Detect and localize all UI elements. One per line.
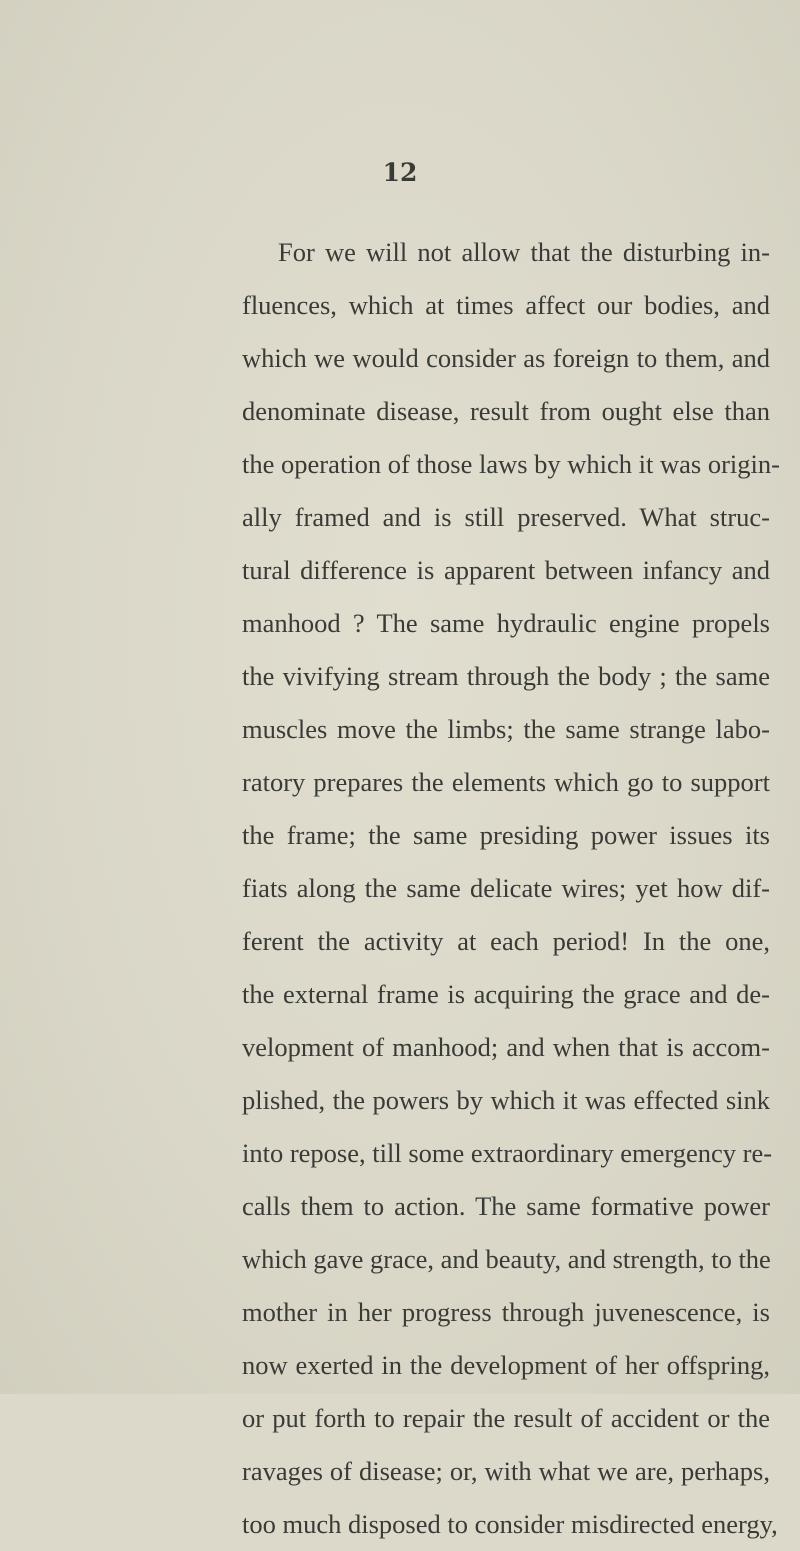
- text-line: manhood ? The same hydraulic engine propels: [242, 608, 770, 638]
- text-line: calls them to action. The same formative power: [242, 1191, 770, 1221]
- text-line: or put forth to repair the result of accident or the: [242, 1403, 770, 1433]
- page-number: 12: [382, 158, 418, 187]
- text-line: ally framed and is still preserved. What struc-: [242, 502, 770, 532]
- text-line: mother in her progress through juvenescence, is: [242, 1297, 770, 1327]
- text-line: the vivifying stream through the body ; the same: [242, 661, 770, 691]
- text-line: the external frame is acquiring the grace and de-: [242, 979, 770, 1009]
- text-line: ratory prepares the elements which go to support: [242, 767, 770, 797]
- text-line: For we will not allow that the disturbing in-: [278, 237, 770, 267]
- text-line: fluences, which at times affect our bodies, and: [242, 290, 770, 320]
- text-line: into repose, till some extraordinary emergency re-: [242, 1138, 773, 1168]
- text-line: the frame; the same presiding power issues its: [242, 820, 770, 850]
- text-line: the operation of those laws by which it was origin-: [242, 449, 780, 479]
- text-line: muscles move the limbs; the same strange labo-: [242, 714, 770, 744]
- text-line: ravages of disease; or, with what we are, perhaps,: [242, 1456, 770, 1486]
- text-line: which we would consider as foreign to them, and: [242, 343, 770, 373]
- text-line: too much disposed to consider misdirected energy,: [242, 1509, 778, 1539]
- text-line: fiats along the same delicate wires; yet how dif-: [242, 873, 770, 903]
- text-line: which gave grace, and beauty, and strength, to the: [242, 1244, 771, 1274]
- text-line: velopment of manhood; and when that is accom-: [242, 1032, 770, 1062]
- text-line: tural difference is apparent between infancy and: [242, 555, 770, 585]
- text-line: denominate disease, result from ought else than: [242, 396, 770, 426]
- body-text: [242, 226, 780, 1551]
- text-line: ferent the activity at each period! In the one,: [242, 926, 770, 956]
- text-line: now exerted in the development of her offspring,: [242, 1350, 770, 1380]
- text-line: plished, the powers by which it was effected sink: [242, 1085, 770, 1115]
